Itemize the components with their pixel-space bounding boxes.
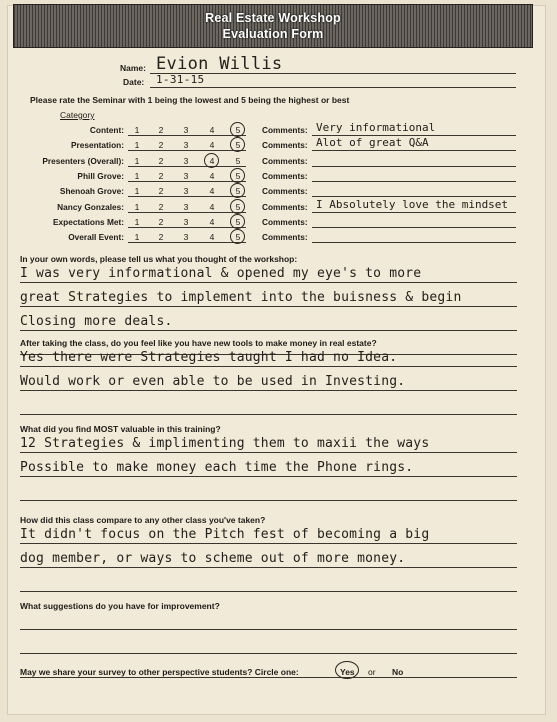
comments-label: Comments: — [262, 201, 308, 212]
comments-line — [312, 166, 516, 167]
rating-option[interactable]: 5 — [235, 155, 241, 166]
rating-option[interactable]: 2 — [158, 155, 164, 166]
name-label: Name: — [120, 63, 146, 73]
rating-scale-line — [128, 181, 246, 182]
comments-label: Comments: — [262, 155, 308, 166]
handwritten-answer[interactable]: great Strategies to implement into the buisness & begin — [20, 290, 462, 305]
answer-line — [20, 591, 517, 592]
rating-option[interactable]: 5 — [235, 140, 241, 151]
form-subtitle: Evaluation Form — [222, 27, 324, 41]
selected-rating-circle — [204, 153, 219, 168]
rating-option[interactable]: 4 — [209, 232, 215, 243]
date-value[interactable]: 1-31-15 — [156, 73, 205, 86]
rating-option[interactable]: 4 — [209, 155, 215, 166]
comments-label: Comments: — [262, 170, 308, 181]
handwritten-answer[interactable]: Closing more deals. — [20, 314, 173, 329]
question-label: In your own words, please tell us what you thought of the workshop: — [20, 254, 298, 264]
rating-option[interactable]: 1 — [134, 170, 140, 181]
handwritten-answer[interactable]: Would work or even able to be used in Investing. — [20, 374, 406, 389]
question-label: How did this class compare to any other class you've taken? — [20, 515, 266, 525]
rating-option[interactable]: 1 — [134, 201, 140, 212]
rating-option[interactable]: 5 — [235, 125, 241, 135]
answer-line — [20, 629, 517, 630]
share-or-text: or — [368, 667, 376, 677]
rating-category-label: Presentation: — [70, 140, 124, 151]
answer-line — [20, 330, 517, 331]
selected-rating-circle — [230, 229, 245, 244]
selected-rating-circle — [230, 214, 245, 229]
comments-line — [312, 227, 516, 228]
comments-label: Comments: — [262, 232, 308, 243]
question-label: What did you find MOST valuable in this training? — [20, 424, 221, 434]
handwritten-answer[interactable]: It didn't focus on the Pitch fest of becoming a big — [20, 527, 430, 542]
category-header: Category — [60, 110, 95, 120]
form-title: Real Estate Workshop — [205, 11, 341, 25]
rating-scale-line — [128, 242, 246, 243]
answer-line — [20, 306, 517, 307]
handwritten-answer[interactable]: dog member, or ways to scheme out of more money. — [20, 551, 406, 566]
comments-label: Comments: — [262, 140, 308, 151]
answer-line — [20, 677, 517, 678]
rating-option[interactable]: 3 — [183, 186, 189, 197]
answer-line — [20, 543, 517, 544]
rating-option[interactable]: 2 — [158, 232, 164, 243]
rating-category-label: Content: — [89, 125, 124, 135]
rating-option[interactable]: 5 — [235, 216, 241, 227]
rating-option[interactable]: 3 — [183, 201, 189, 212]
rating-category-label: Overall Event: — [68, 232, 124, 243]
rating-option[interactable]: 3 — [183, 155, 189, 166]
comment-value[interactable]: Alot of great Q&A — [316, 136, 429, 150]
form-header-banner — [13, 4, 533, 48]
rating-option[interactable]: 3 — [183, 216, 189, 227]
rating-option[interactable]: 1 — [134, 140, 140, 151]
comments-line — [312, 150, 516, 151]
rating-option[interactable]: 4 — [209, 125, 215, 135]
rating-option[interactable]: 5 — [235, 170, 241, 181]
rating-scale-line — [128, 166, 246, 167]
rating-option[interactable]: 2 — [158, 186, 164, 197]
comment-value[interactable]: Very informational — [316, 121, 436, 134]
rating-option[interactable]: 1 — [134, 125, 140, 135]
rating-option[interactable]: 4 — [209, 140, 215, 151]
answer-line — [20, 452, 517, 453]
answer-line — [20, 282, 517, 283]
rating-scale-line — [128, 135, 246, 136]
date-label: Date: — [123, 77, 145, 87]
comment-value[interactable]: I Absolutely love the mindset — [316, 197, 509, 211]
rating-instructions: Please rate the Seminar with 1 being the lowest and 5 being the highest or best — [30, 95, 350, 105]
answer-line — [20, 653, 517, 654]
comments-label: Comments: — [262, 125, 308, 135]
rating-scale-line — [128, 150, 246, 151]
share-question: May we share your survey to other perspective students? Circle one: — [20, 667, 299, 677]
handwritten-answer[interactable]: Possible to make money each time the Phone rings. — [20, 460, 414, 475]
comments-line — [312, 181, 516, 182]
answer-line — [20, 390, 517, 391]
answer-line — [20, 366, 517, 367]
rating-category-label: Expectations Met: — [53, 216, 124, 227]
rating-option[interactable]: 4 — [209, 216, 215, 227]
selected-rating-circle — [230, 199, 245, 214]
rating-option[interactable]: 4 — [209, 186, 215, 197]
rating-option[interactable]: 3 — [183, 170, 189, 181]
name-value[interactable]: Evion Willis — [156, 54, 283, 74]
comments-line — [312, 242, 516, 243]
rating-option[interactable]: 4 — [209, 170, 215, 181]
rating-option[interactable]: 3 — [183, 125, 189, 135]
rating-scale-line — [128, 196, 246, 197]
handwritten-answer[interactable]: 12 Strategies & implimenting them to maxii the ways — [20, 436, 430, 451]
rating-option[interactable]: 3 — [183, 232, 189, 243]
rating-category-label: Nancy Gonzales: — [57, 201, 124, 212]
rating-scale-line — [128, 227, 246, 228]
question-label: After taking the class, do you feel like you have new tools to make money in real estate? — [20, 338, 377, 348]
rating-option[interactable]: 1 — [134, 155, 140, 166]
rating-option[interactable]: 5 — [235, 201, 241, 212]
rating-category-label: Phill Grove: — [77, 170, 124, 181]
rating-option[interactable]: 1 — [134, 186, 140, 197]
comments-label: Comments: — [262, 216, 308, 227]
rating-scale-line — [128, 212, 246, 213]
rating-option[interactable]: 1 — [134, 232, 140, 243]
question-label: What suggestions do you have for improvement? — [20, 601, 220, 611]
selected-rating-circle — [230, 122, 245, 137]
answer-line — [20, 414, 517, 415]
handwritten-answer[interactable]: Yes there were Strategies taught I had no Idea. — [20, 350, 398, 365]
rating-category-label: Shenoah Grove: — [59, 186, 124, 197]
answer-line — [20, 567, 517, 568]
date-line — [150, 87, 516, 88]
rating-option[interactable]: 2 — [158, 125, 164, 135]
rating-option[interactable]: 2 — [158, 216, 164, 227]
answer-line — [20, 500, 517, 501]
rating-option[interactable]: 5 — [235, 186, 241, 197]
rating-option[interactable]: 1 — [134, 216, 140, 227]
share-yes-option[interactable]: Yes — [340, 667, 355, 677]
rating-category-label: Presenters (Overall): — [42, 155, 124, 166]
answer-line — [20, 476, 517, 477]
selected-rating-circle — [230, 168, 245, 183]
handwritten-answer[interactable]: I was very informational & opened my eye's to more — [20, 266, 422, 281]
rating-option[interactable]: 3 — [183, 140, 189, 151]
share-no-option[interactable]: No — [392, 667, 404, 677]
comments-line — [312, 212, 516, 213]
rating-option[interactable]: 5 — [235, 232, 241, 243]
rating-option[interactable]: 2 — [158, 170, 164, 181]
rating-option[interactable]: 4 — [209, 201, 215, 212]
rating-option[interactable]: 2 — [158, 201, 164, 212]
rating-option[interactable]: 2 — [158, 140, 164, 151]
comments-label: Comments: — [262, 186, 308, 197]
